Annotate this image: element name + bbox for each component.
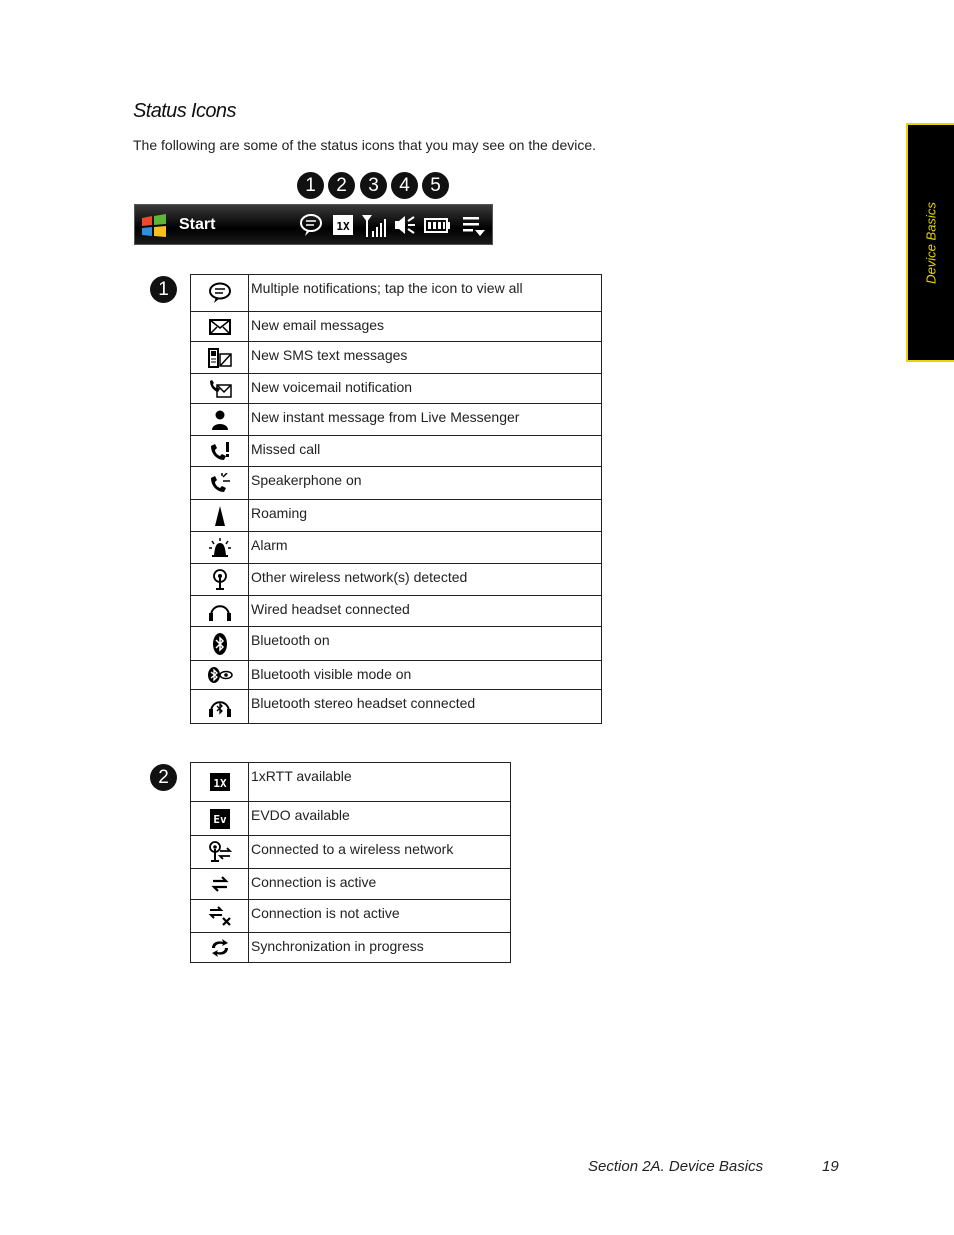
table-row	[191, 467, 602, 500]
row-label: New email messages	[249, 312, 602, 342]
row-label: EVDO available	[249, 802, 511, 836]
row-label: Alarm	[249, 532, 602, 564]
status-icons-table-1	[190, 274, 602, 724]
callout-2: 2	[328, 172, 355, 199]
table-row	[191, 661, 602, 690]
row-label: Missed call	[249, 436, 602, 467]
row-label: Connected to a wireless network	[249, 836, 511, 869]
row-label: New instant message from Live Messenger	[249, 404, 602, 436]
speakerphone-icon	[191, 473, 248, 493]
voicemail-icon	[191, 379, 248, 399]
status-icons-table-2	[190, 762, 511, 963]
row-label: 1xRTT available	[249, 763, 511, 802]
device-taskbar	[134, 204, 493, 245]
page-number: 19	[822, 1158, 839, 1175]
table-row	[191, 374, 602, 404]
1x-icon	[191, 772, 248, 792]
table-row	[191, 627, 602, 661]
row-label: New voicemail notification	[249, 374, 602, 404]
table-row	[191, 436, 602, 467]
row-label: Roaming	[249, 500, 602, 532]
taskbar-menu-icon[interactable]	[461, 213, 487, 244]
email-icon	[191, 319, 248, 335]
windows-logo-icon[interactable]	[139, 213, 169, 244]
taskbar-volume-icon[interactable]	[393, 213, 417, 242]
taskbar-signal-icon[interactable]	[361, 213, 387, 244]
table-row	[191, 596, 602, 627]
table-row	[191, 532, 602, 564]
section-2-badge: 2	[150, 764, 177, 791]
connection-inactive-icon	[191, 905, 248, 927]
table-row	[191, 933, 511, 963]
wireless-connected-icon	[191, 841, 248, 863]
row-label: New SMS text messages	[249, 342, 602, 374]
table-row	[191, 404, 602, 436]
taskbar-battery-icon[interactable]	[423, 213, 451, 242]
evdo-icon	[191, 808, 248, 830]
callout-4: 4	[391, 172, 418, 199]
row-label: Synchronization in progress	[249, 933, 511, 963]
callout-row	[0, 172, 954, 200]
taskbar-1x-icon[interactable]	[332, 213, 354, 242]
table-row	[191, 763, 511, 802]
wireless-detected-icon	[191, 569, 248, 591]
table-row	[191, 802, 511, 836]
row-label: Bluetooth visible mode on	[249, 661, 602, 690]
row-label: Other wireless network(s) detected	[249, 564, 602, 596]
bluetooth-icon	[191, 632, 248, 656]
table-row	[191, 900, 511, 933]
svg-text:1X: 1X	[336, 220, 350, 233]
messenger-icon	[191, 410, 248, 430]
table-row	[191, 869, 511, 900]
section-side-tab	[906, 123, 954, 362]
table-row	[191, 342, 602, 374]
intro-text: The following are some of the status icons that you may see on the device.	[133, 137, 597, 153]
row-label: Connection is not active	[249, 900, 511, 933]
side-tab-label: Device Basics	[923, 201, 939, 284]
bluetooth-stereo-icon	[191, 696, 248, 718]
row-label: Multiple notifications; tap the icon to view all	[249, 275, 602, 312]
multiple-notifications-icon	[191, 282, 248, 304]
start-button[interactable]: Start	[179, 216, 216, 233]
table-row	[191, 312, 602, 342]
callout-3: 3	[360, 172, 387, 199]
headset-icon	[191, 600, 248, 622]
row-label: Connection is active	[249, 869, 511, 900]
row-label: Speakerphone on	[249, 467, 602, 500]
connection-active-icon	[191, 875, 248, 893]
table-row	[191, 690, 602, 724]
row-label: Wired headset connected	[249, 596, 602, 627]
row-label: Bluetooth on	[249, 627, 602, 661]
footer-section-title: Section 2A. Device Basics	[588, 1158, 764, 1175]
table-row	[191, 500, 602, 532]
row-label: Bluetooth stereo headset connected	[249, 690, 602, 724]
roaming-icon	[191, 505, 248, 527]
sync-icon	[191, 938, 248, 958]
svg-text:Ev: Ev	[212, 812, 227, 826]
table-row	[191, 836, 511, 869]
missed-call-icon	[191, 441, 248, 461]
callout-1: 1	[297, 172, 324, 199]
section-1-badge: 1	[150, 276, 177, 303]
bluetooth-visible-icon	[191, 666, 248, 684]
taskbar-notification-icon[interactable]	[299, 213, 323, 242]
page-heading: Status Icons	[133, 100, 236, 122]
table-row	[191, 564, 602, 596]
sms-icon	[191, 348, 248, 368]
table-row	[191, 275, 602, 312]
alarm-icon	[191, 537, 248, 559]
callout-5: 5	[422, 172, 449, 199]
svg-text:1X: 1X	[212, 777, 227, 790]
